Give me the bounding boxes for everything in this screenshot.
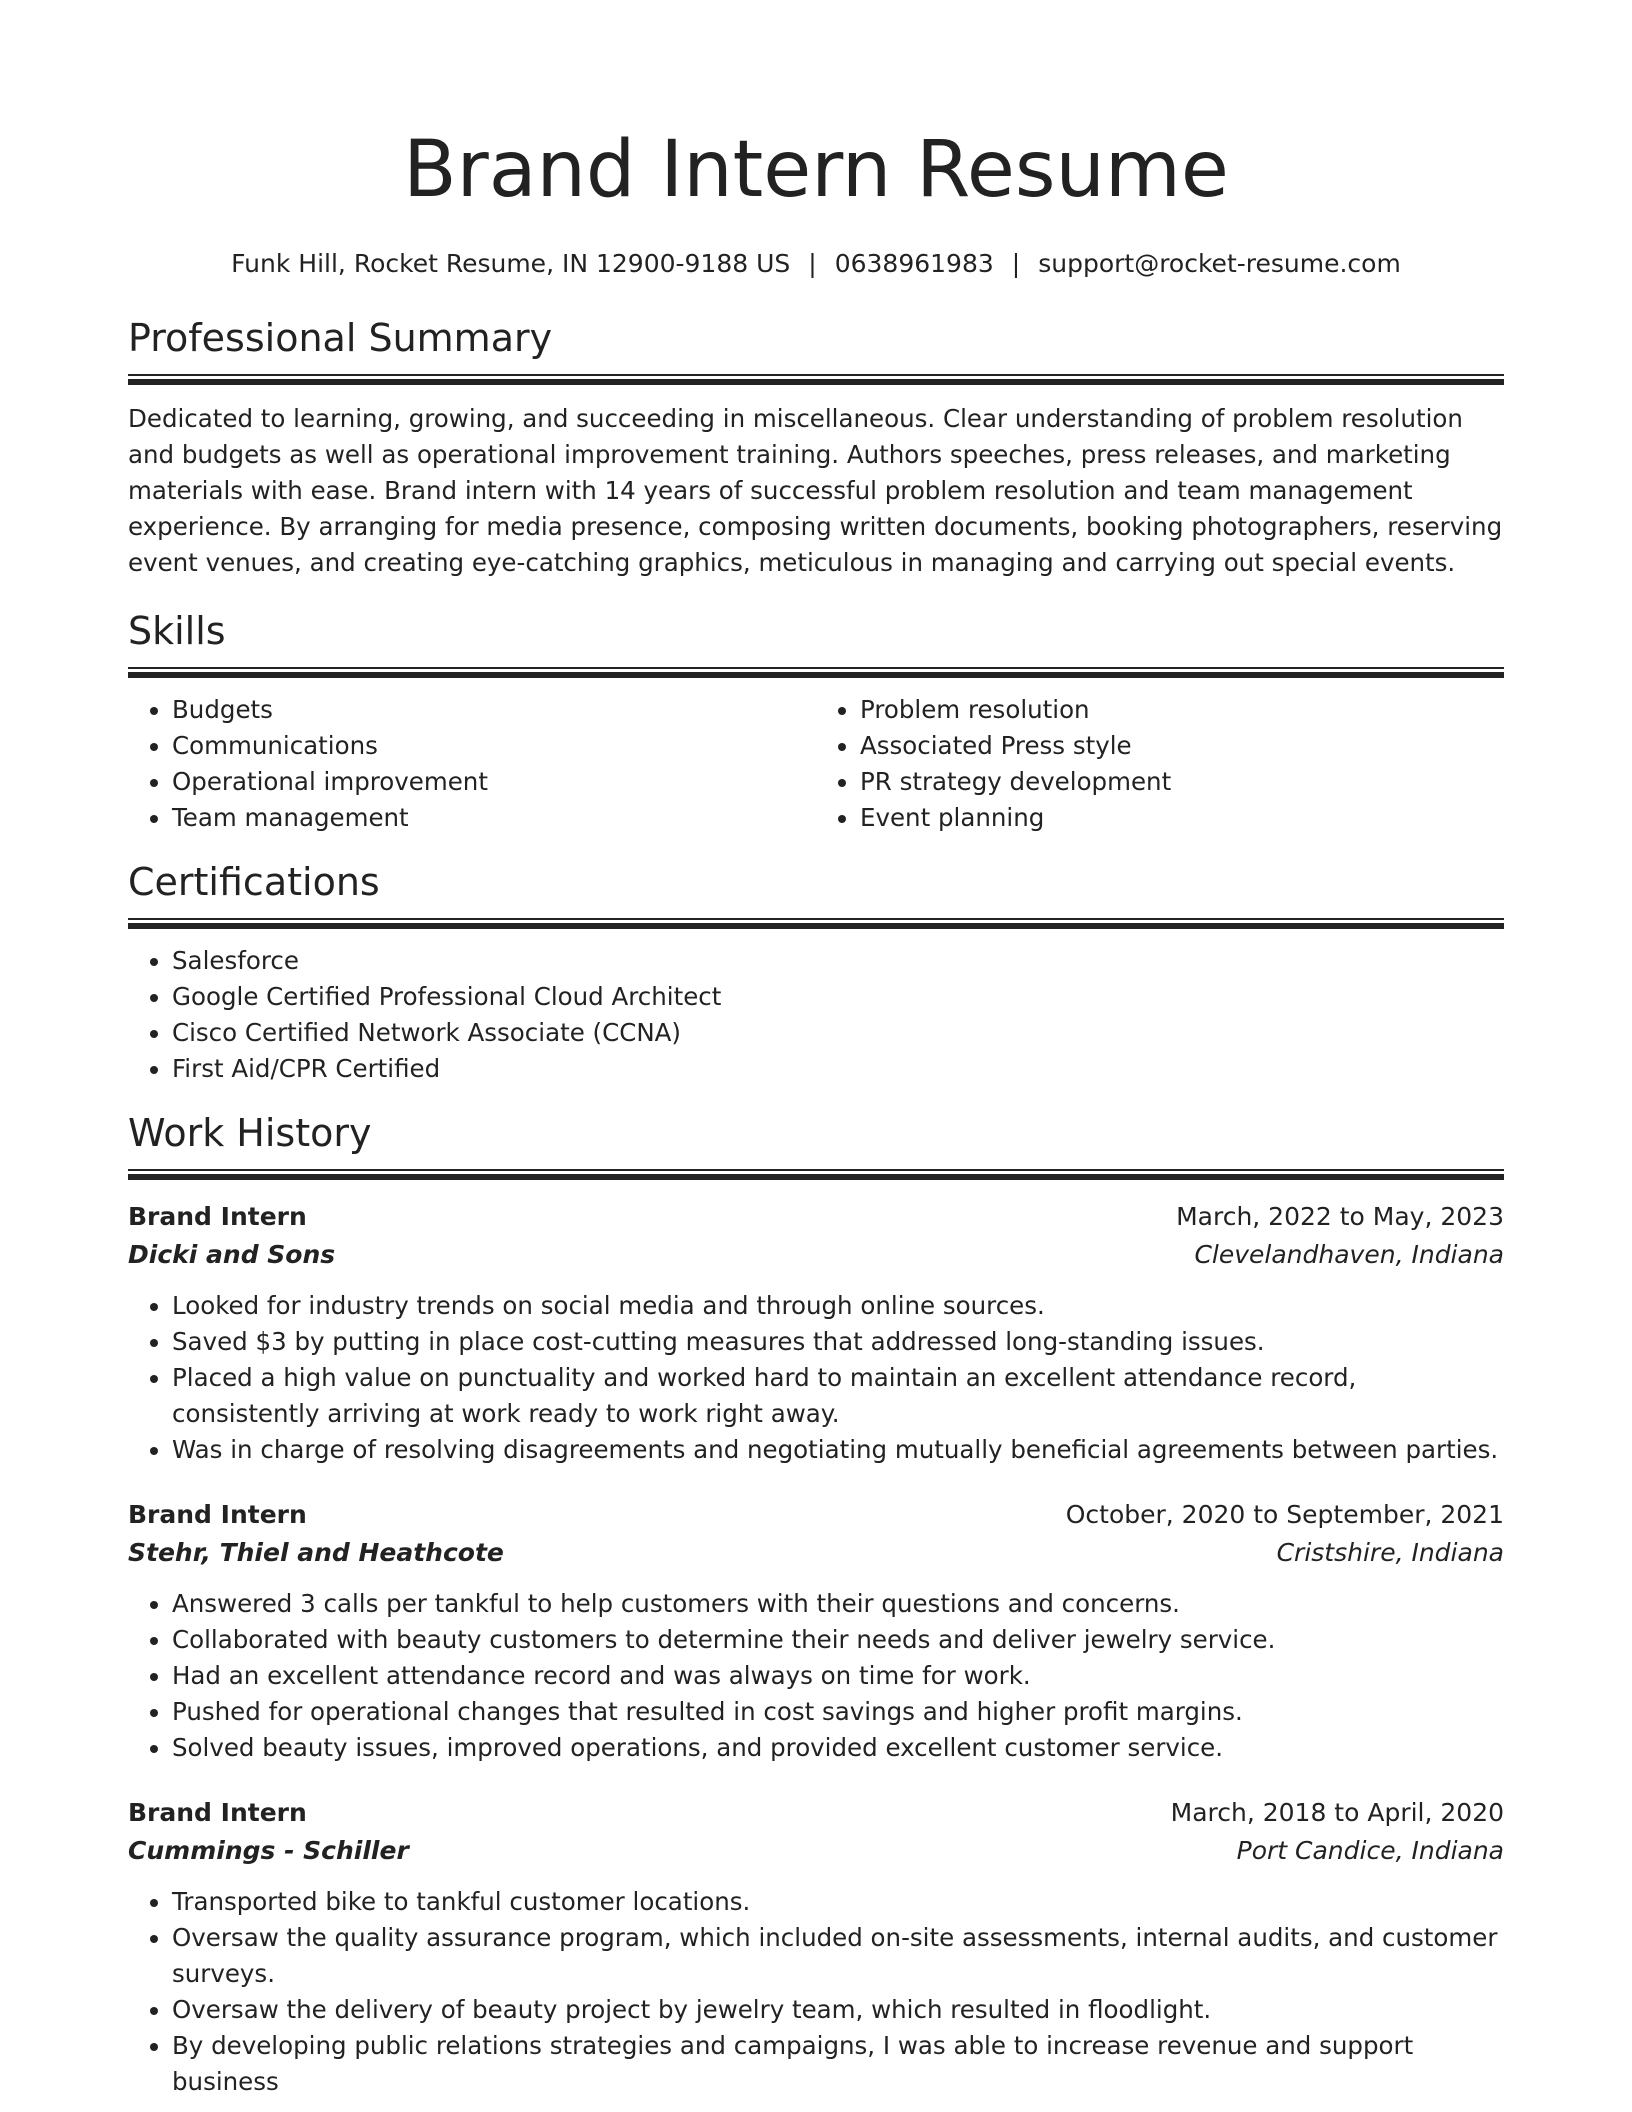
job-header bbox=[128, 1496, 1504, 1534]
job-bullet: • Had an excellent attendance record and was always on time for work. bbox=[172, 1658, 1504, 1694]
job-bullet: • Looked for industry trends on social media and through online sources. bbox=[172, 1288, 1504, 1324]
skill-item: • Communications bbox=[172, 728, 816, 764]
job-bullet: • By developing public relations strategies and campaigns, I was able to increase revenue and support business bbox=[172, 2028, 1504, 2100]
job-location: Cristshire, Indiana bbox=[1276, 1538, 1504, 1567]
certification-item: • Cisco Certified Network Associate (CCNA) bbox=[172, 1015, 1504, 1051]
resume-page bbox=[128, 0, 1504, 2100]
skill-item: • Event planning bbox=[860, 800, 1504, 836]
job-location: Port Candice, Indiana bbox=[1236, 1836, 1504, 1865]
summary-heading: Professional Summary bbox=[128, 316, 553, 360]
skills-left-list bbox=[128, 692, 816, 836]
certifications-heading: Certifications bbox=[128, 860, 380, 904]
section-divider bbox=[128, 374, 1504, 385]
job-bullets bbox=[128, 1288, 1504, 1468]
job-bullet: • Collaborated with beauty customers to determine their needs and deliver jewelry service. bbox=[172, 1622, 1504, 1658]
contact-separator: | bbox=[808, 249, 817, 278]
skills-section bbox=[128, 607, 1504, 836]
summary-text: Dedicated to learning, growing, and succeeding in miscellaneous. Clear understanding of problem resolution and budgets as well as operational improvement training. Authors speeches, press releases, and marketing materials with ease. Brand intern with 14 years of successful problem resolution and team management experience. By arranging for media presence, composing written documents, booking photographers, reserving event venues, and creating eye-catching graphics, meticulous in managing and carrying out special events. bbox=[128, 404, 1503, 577]
skill-item: • PR strategy development bbox=[860, 764, 1504, 800]
section-divider bbox=[128, 918, 1504, 929]
job-company: Stehr, Thiel and Heathcote bbox=[128, 1538, 504, 1567]
skill-item: • Team management bbox=[172, 800, 816, 836]
job-bullets bbox=[128, 1586, 1504, 1766]
skill-item: • Associated Press style bbox=[860, 728, 1504, 764]
job-subheader bbox=[128, 1832, 1504, 1870]
job-entry bbox=[128, 1496, 1504, 1766]
job-bullet: • Pushed for operational changes that resulted in cost savings and higher profit margins. bbox=[172, 1694, 1504, 1730]
job-dates: October, 2020 to September, 2021 bbox=[1065, 1500, 1504, 1529]
job-dates: March, 2018 to April, 2020 bbox=[1170, 1798, 1504, 1827]
summary-section bbox=[128, 314, 1504, 581]
skill-item: • Problem resolution bbox=[860, 692, 1504, 728]
job-title: Brand Intern bbox=[128, 1202, 307, 1231]
job-title: Brand Intern bbox=[128, 1500, 307, 1529]
certification-item: • Salesforce bbox=[172, 943, 1504, 979]
contact-line bbox=[128, 248, 1504, 280]
skill-item: • Budgets bbox=[172, 692, 816, 728]
job-company: Dicki and Sons bbox=[128, 1240, 336, 1269]
job-entry bbox=[128, 1198, 1504, 1468]
job-company: Cummings - Schiller bbox=[128, 1836, 409, 1865]
contact-separator: | bbox=[1011, 249, 1021, 278]
job-title: Brand Intern bbox=[128, 1798, 307, 1827]
job-bullet: • Transported bike to tankful customer locations. bbox=[172, 1884, 1504, 1920]
skills-right-list bbox=[816, 692, 1504, 836]
job-bullet: • Oversaw the delivery of beauty project by jewelry team, which resulted in floodlight. bbox=[172, 1992, 1504, 2028]
resume-title: Brand Intern Resume bbox=[403, 125, 1229, 215]
job-bullet: • Solved beauty issues, improved operations, and provided excellent customer service. bbox=[172, 1730, 1504, 1766]
skill-item: • Operational improvement bbox=[172, 764, 816, 800]
job-bullet: • Oversaw the quality assurance program, which included on-site assessments, internal audits, and customer surveys. bbox=[172, 1920, 1504, 1992]
job-bullet: • Was in charge of resolving disagreements and negotiating mutually beneficial agreements between parties. bbox=[172, 1432, 1504, 1468]
section-divider bbox=[128, 1169, 1504, 1180]
skills-columns bbox=[128, 692, 1504, 836]
job-header bbox=[128, 1198, 1504, 1236]
job-subheader bbox=[128, 1236, 1504, 1274]
certifications-list bbox=[128, 943, 1504, 1087]
job-dates: March, 2022 to May, 2023 bbox=[1176, 1202, 1504, 1231]
job-bullet: • Placed a high value on punctuality and worked hard to maintain an excellent attendance record, consistently arriving at work ready to work right away. bbox=[172, 1360, 1504, 1432]
work-history-heading: Work History bbox=[128, 1111, 372, 1155]
certifications-section bbox=[128, 858, 1504, 1087]
skills-heading: Skills bbox=[128, 609, 226, 653]
job-subheader bbox=[128, 1534, 1504, 1572]
certification-item: • First Aid/CPR Certified bbox=[172, 1051, 1504, 1087]
job-bullet: • Answered 3 calls per tankful to help customers with their questions and concerns. bbox=[172, 1586, 1504, 1622]
job-location: Clevelandhaven, Indiana bbox=[1194, 1240, 1504, 1269]
job-bullet: • Saved $3 by putting in place cost-cutting measures that addressed long-standing issues. bbox=[172, 1324, 1504, 1360]
contact-phone: 0638961983 bbox=[834, 249, 994, 278]
job-header bbox=[128, 1794, 1504, 1832]
contact-email: support@rocket-resume.com bbox=[1038, 249, 1401, 278]
job-entry bbox=[128, 1794, 1504, 2100]
work-history-section bbox=[128, 1109, 1504, 2100]
certification-item: • Google Certified Professional Cloud Architect bbox=[172, 979, 1504, 1015]
contact-address: Funk Hill, Rocket Resume, IN 12900-9188 US bbox=[231, 249, 791, 278]
job-bullets bbox=[128, 1884, 1504, 2100]
section-divider bbox=[128, 667, 1504, 678]
